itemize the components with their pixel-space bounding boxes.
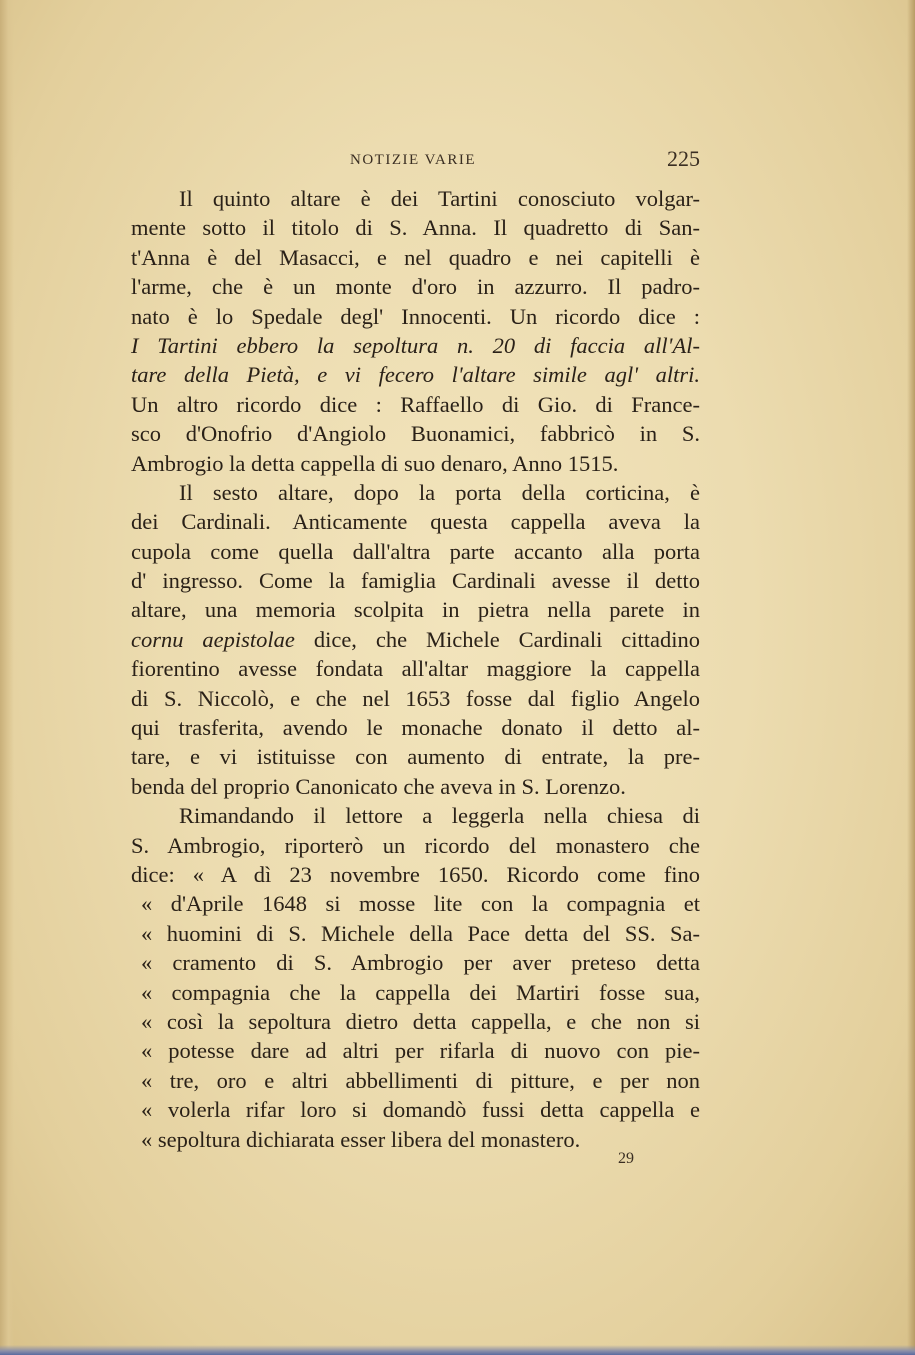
text-line: t'Anna è del Masacci, e nel quadro e nei capitelli è	[131, 244, 700, 270]
text-line: d' ingresso. Come la famiglia Cardinali avesse il detto	[131, 568, 700, 594]
quote-line: « cramento di S. Ambrogio per aver preteso detta	[141, 950, 700, 976]
text-line-mixed	[131, 625, 700, 654]
quote-line: « d'Aprile 1648 si mosse lite con la compagnia et	[141, 891, 700, 917]
text-line: tare, e vi istituisse con aumento di entrate, la pre-	[131, 744, 700, 770]
text-line: nato è lo Spedale degl' Innocenti. Un ricordo dice :	[131, 303, 700, 329]
text-line: sco d'Onofrio d'Angiolo Buonamici, fabbricò in S.	[131, 421, 700, 447]
text-line: qui trasferita, avendo le monache donato il detto al-	[131, 715, 700, 741]
text-line: Un altro ricordo dice : Raffaello di Gio. di France-	[131, 391, 700, 417]
scan-bottom-edge	[0, 1345, 915, 1355]
quote-line: « huomini di S. Michele della Pace detta del SS. Sa-	[141, 920, 700, 946]
text-line: Ambrogio la detta cappella di suo denaro, Anno 1515.	[131, 450, 619, 476]
italic-text: cornu aepistolae	[131, 626, 295, 652]
text-line: dice: « A dì 23 novembre 1650. Ricordo come fino	[131, 861, 700, 887]
quote-line: « sepoltura dichiarata esser libera del monastero.	[141, 1126, 581, 1152]
body-text	[131, 184, 700, 1154]
text-line: fiorentino avesse fondata all'altar maggiore la cappella	[131, 656, 700, 682]
text-line: mente sotto il titolo di S. Anna. Il quadretto di San-	[131, 215, 700, 241]
text-line: dei Cardinali. Anticamente questa cappella aveva la	[131, 509, 700, 535]
text-line: Il sesto altare, dopo la porta della corticina, è	[179, 479, 700, 505]
text-line: S. Ambrogio, riporterò un ricordo del monastero che	[131, 832, 700, 858]
text-line: l'arme, che è un monte d'oro in azzurro. Il padro-	[131, 274, 700, 300]
text-line: di S. Niccolò, e che nel 1653 fosse dal figlio Angelo	[131, 685, 700, 711]
quote-line: « potesse dare ad altri per rifarla di nuovo con pie-	[141, 1038, 700, 1064]
text-fragment: dice, che Michele Cardinali cittadino	[313, 626, 701, 652]
page-header	[350, 146, 700, 176]
quote-line: « così la sepoltura dietro detta cappella, e che non si	[141, 1008, 700, 1034]
italic-text: tare della Pietà, e vi fecero l'altare simile agl' altri.	[131, 362, 700, 388]
italic-text: I Tartini ebbero la sepoltura n. 20 di faccia all'Al-	[131, 332, 700, 358]
text-line-italic	[131, 360, 700, 389]
text-line-italic	[131, 331, 700, 360]
signature-mark: 29	[618, 1150, 634, 1167]
text-line: cupola come quella dall'altra parte accanto alla porta	[131, 538, 700, 564]
quote-line: « compagnia che la cappella dei Martiri fosse sua,	[141, 979, 700, 1005]
running-head: NOTIZIE VARIE	[350, 152, 477, 168]
text-line: benda del proprio Canonicato che aveva in S. Lorenzo.	[131, 773, 626, 799]
text-line: altare, una memoria scolpita in pietra nella parete in	[131, 597, 700, 623]
page-number: 225	[667, 146, 700, 171]
quote-line: « volerla rifar loro si domandò fussi detta cappella e	[141, 1097, 700, 1123]
quote-line: « tre, oro e altri abbellimenti di pitture, e per non	[141, 1067, 700, 1093]
text-line: Il quinto altare è dei Tartini conosciuto volgar-	[179, 186, 700, 211]
text-line: Rimandando il lettore a leggerla nella chiesa di	[179, 803, 700, 829]
page-spine-shadow	[0, 0, 14, 1355]
page-edge-shadow	[907, 0, 915, 1355]
